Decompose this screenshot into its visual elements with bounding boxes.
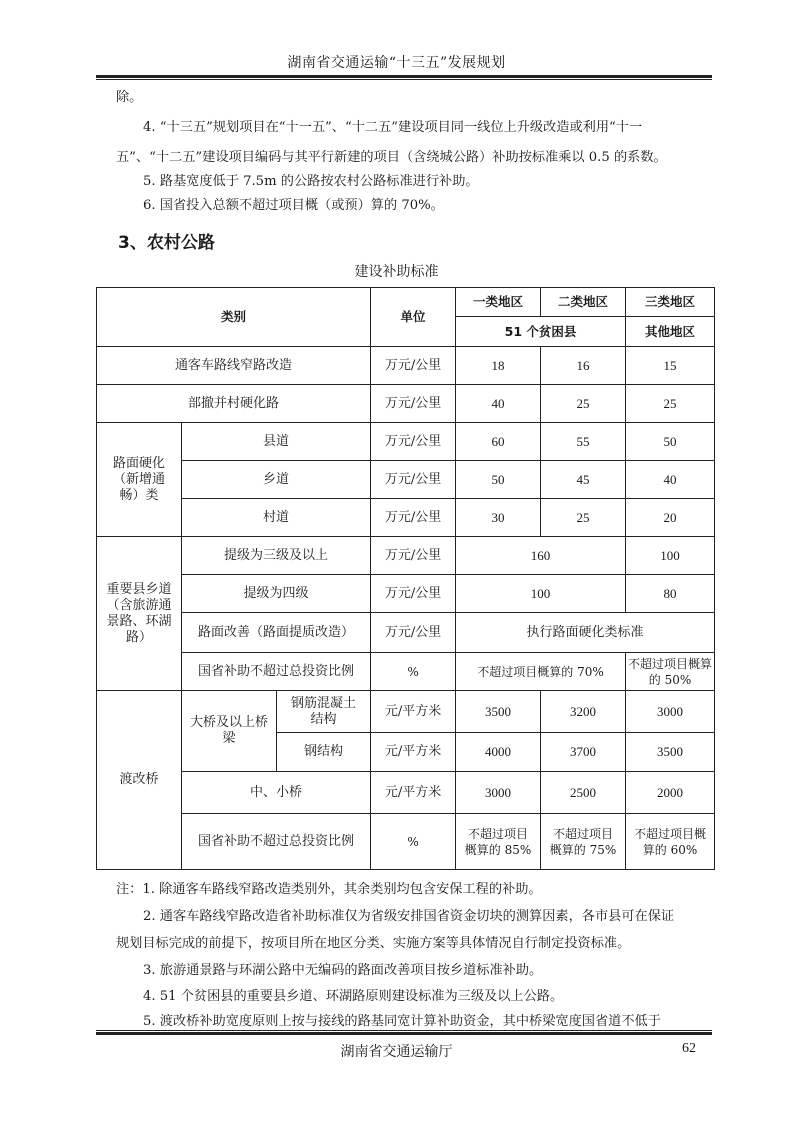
cell-region1: 18 bbox=[456, 347, 541, 385]
row-unit: 万元/公里 bbox=[371, 613, 456, 653]
section-heading: 3、农村公路 bbox=[118, 233, 215, 253]
cell-other-regions: 80 bbox=[626, 575, 715, 613]
cell-region2: 3700 bbox=[541, 733, 626, 772]
row-name: 钢结构 bbox=[277, 733, 371, 772]
row-unit: 元/平方米 bbox=[371, 733, 456, 772]
cell-region3: 2000 bbox=[626, 772, 715, 814]
table-row bbox=[97, 499, 715, 537]
header-title: 湖南省交通运输“十三五”发展规划 bbox=[287, 55, 506, 71]
group-hardening: 路面硬化（新增通畅）类 bbox=[97, 423, 182, 537]
row-unit: % bbox=[371, 653, 456, 691]
footer-org: 湖南省交通运输厅 bbox=[340, 1044, 453, 1060]
row-unit: 万元/公里 bbox=[371, 385, 456, 423]
cell-region3: 20 bbox=[626, 499, 715, 537]
header-region3: 三类地区 bbox=[626, 288, 715, 317]
footer-rule bbox=[96, 1032, 712, 1035]
row-unit: 万元/公里 bbox=[371, 499, 456, 537]
cell-region2: 不超过项目概算的 75% bbox=[541, 814, 626, 870]
table-row bbox=[97, 613, 715, 653]
row-unit: 万元/公里 bbox=[371, 347, 456, 385]
header-rule bbox=[96, 75, 712, 78]
header-other-regions: 其他地区 bbox=[626, 317, 715, 347]
paragraph-item-4-line1: 4. “十三五”规划项目在“十一五”、“十二五”建设项目同一线位上升级改造或利用“十一 bbox=[143, 120, 643, 135]
note-3: 3. 旅游通景路与环湖公路中无编码的路面改善项目按乡道标准补助。 bbox=[143, 963, 543, 978]
cell-region3: 15 bbox=[626, 347, 715, 385]
note-2-line2: 规划目标完成的前提下，按项目所在地区分类、实施方案等具体情况自行制定投资标准。 bbox=[116, 936, 631, 951]
cell-region3: 3500 bbox=[626, 733, 715, 772]
cell-merged-standard: 执行路面硬化类标准 bbox=[456, 613, 715, 653]
row-unit: 万元/公里 bbox=[371, 575, 456, 613]
table-row bbox=[97, 653, 715, 691]
table-row bbox=[97, 537, 715, 575]
row-name: 路面改善（路面提质改造） bbox=[182, 613, 371, 653]
row-name: 部撤并村硬化路 bbox=[97, 385, 371, 423]
row-unit: 万元/公里 bbox=[371, 423, 456, 461]
paragraph-item-6: 6. 国省投入总额不超过项目概（或预）算的 70%。 bbox=[143, 198, 444, 213]
row-name: 提级为四级 bbox=[182, 575, 371, 613]
row-unit: 元/平方米 bbox=[371, 772, 456, 814]
table-row bbox=[97, 385, 715, 423]
cell-poor-counties: 不超过项目概算的 70% bbox=[456, 653, 626, 691]
paragraph-item-5: 5. 路基宽度低于 7.5m 的公路按农村公路标准进行补助。 bbox=[143, 174, 479, 189]
row-name: 县道 bbox=[182, 423, 371, 461]
cell-region1: 30 bbox=[456, 499, 541, 537]
cell-other-regions: 不超过项目概算的 50% bbox=[626, 653, 715, 691]
cell-region2: 16 bbox=[541, 347, 626, 385]
row-unit: 万元/公里 bbox=[371, 461, 456, 499]
note-2-line1: 2. 通客车路线窄路改造省补助标准仅为省级安排国省资金切块的测算因素，各市县可在保证 bbox=[143, 909, 675, 924]
footer-rule-thin bbox=[96, 1030, 712, 1031]
cell-region1: 40 bbox=[456, 385, 541, 423]
paragraph-item-4-line2: 五”、“十二五”建设项目编码与其平行新建的项目（含绕城公路）补助按标准乘以 0.5 的系数。 bbox=[116, 150, 667, 165]
header-category: 类别 bbox=[97, 288, 371, 347]
cell-poor-counties: 160 bbox=[456, 537, 626, 575]
row-name: 中、小桥 bbox=[182, 772, 371, 814]
cell-region3: 50 bbox=[626, 423, 715, 461]
header-unit: 单位 bbox=[371, 288, 456, 347]
header-region2: 二类地区 bbox=[541, 288, 626, 317]
row-name: 国省补助不超过总投资比例 bbox=[182, 653, 371, 691]
row-unit: 万元/公里 bbox=[371, 537, 456, 575]
table-row bbox=[97, 772, 715, 814]
header-poor-counties: 51 个贫困县 bbox=[456, 317, 626, 347]
subsidy-standard-table bbox=[96, 287, 715, 870]
cell-region3: 不超过项目概算的 60% bbox=[626, 814, 715, 870]
cell-region1: 50 bbox=[456, 461, 541, 499]
cell-region2: 45 bbox=[541, 461, 626, 499]
group-ferry-to-bridge: 渡改桥 bbox=[97, 691, 182, 870]
cell-other-regions: 100 bbox=[626, 537, 715, 575]
row-name: 钢筋混凝土结构 bbox=[277, 691, 371, 733]
group-important-roads: 重要县乡道（含旅游通景路、环湖路） bbox=[97, 537, 182, 691]
page-number: 62 bbox=[682, 1041, 696, 1056]
cell-region2: 25 bbox=[541, 499, 626, 537]
table-row bbox=[97, 814, 715, 870]
cell-region2: 55 bbox=[541, 423, 626, 461]
table-row bbox=[97, 691, 715, 733]
row-name: 村道 bbox=[182, 499, 371, 537]
row-name: 通客车路线窄路改造 bbox=[97, 347, 371, 385]
header-rule-thin bbox=[96, 79, 712, 80]
row-name: 提级为三级及以上 bbox=[182, 537, 371, 575]
sub-group-large-bridge: 大桥及以上桥梁 bbox=[182, 691, 277, 772]
table-row bbox=[97, 461, 715, 499]
cell-region1: 4000 bbox=[456, 733, 541, 772]
cell-poor-counties: 100 bbox=[456, 575, 626, 613]
row-unit: % bbox=[371, 814, 456, 870]
cell-region2: 2500 bbox=[541, 772, 626, 814]
table-row bbox=[97, 423, 715, 461]
cell-region3: 40 bbox=[626, 461, 715, 499]
cell-region2: 25 bbox=[541, 385, 626, 423]
table-caption: 建设补助标准 bbox=[354, 264, 439, 280]
cell-region1: 3500 bbox=[456, 691, 541, 733]
cell-region3: 25 bbox=[626, 385, 715, 423]
table-header-row bbox=[97, 288, 715, 317]
cell-region1: 不超过项目概算的 85% bbox=[456, 814, 541, 870]
cell-region1: 3000 bbox=[456, 772, 541, 814]
paragraph-continuation: 除。 bbox=[116, 90, 143, 105]
row-unit: 元/平方米 bbox=[371, 691, 456, 733]
cell-region2: 3200 bbox=[541, 691, 626, 733]
table-row bbox=[97, 575, 715, 613]
header-region1: 一类地区 bbox=[456, 288, 541, 317]
note-5: 5. 渡改桥补助宽度原则上按与接线的路基同宽计算补助资金，其中桥梁宽度国省道不低于 bbox=[143, 1014, 661, 1029]
row-name: 国省补助不超过总投资比例 bbox=[182, 814, 371, 870]
note-1: 注：1. 除通客车路线窄路改造类别外，其余类别均包含安保工程的补助。 bbox=[116, 882, 542, 897]
cell-region3: 3000 bbox=[626, 691, 715, 733]
cell-region1: 60 bbox=[456, 423, 541, 461]
note-4: 4. 51 个贫困县的重要县乡道、环湖路原则建设标准为三级及以上公路。 bbox=[143, 989, 564, 1004]
table-row bbox=[97, 347, 715, 385]
row-name: 乡道 bbox=[182, 461, 371, 499]
